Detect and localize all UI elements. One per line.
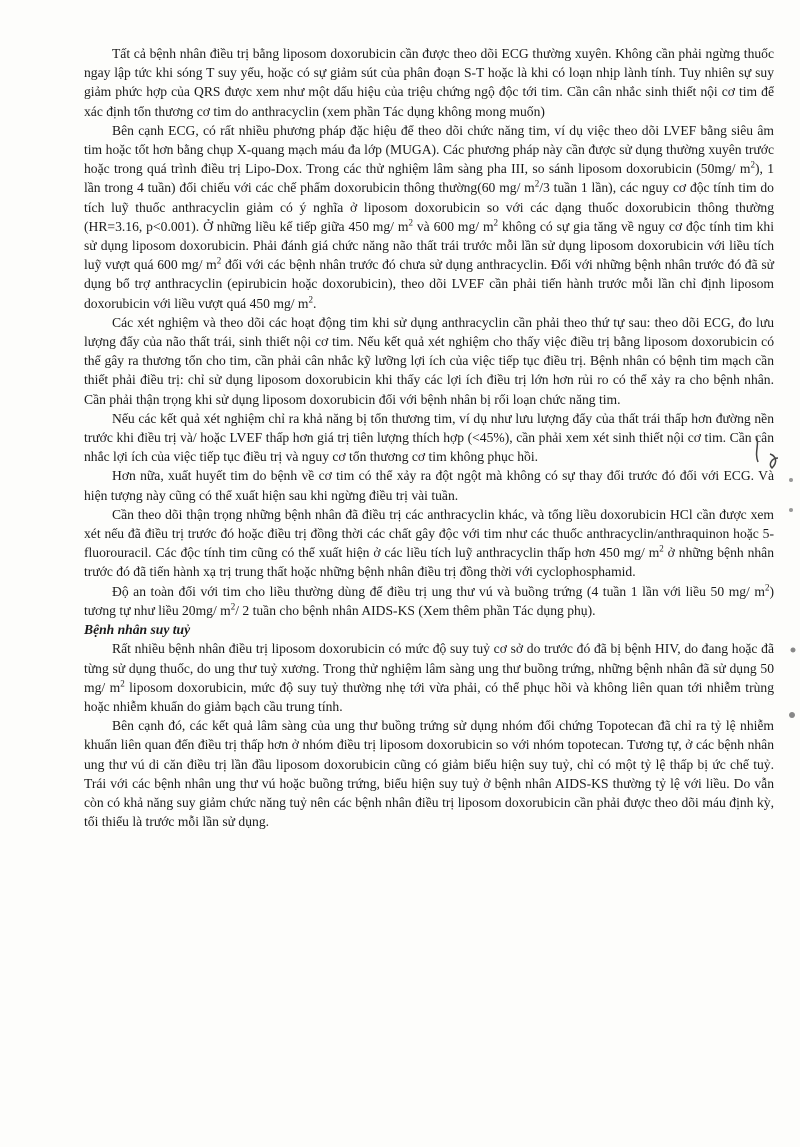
document-page [84, 44, 774, 831]
paragraph-test-order: Các xét nghiệm và theo dõi các hoạt động tim khi sử dụng anthracyclin cần phải theo thứ tự sau: theo dõi ECG, đo lưu lượng đẩy của não thất trái, sinh thiết nội cơ tim. Nếu kết quả xét nghiệm cho thấy việc điều trị bằng liposom doxorubicin có thể gây ra thương tổn cho tim, cần phải cân nhắc kỹ lưỡng lợi ích của việc tiếp tục điều trị. Bệnh nhân có bệnh tim mạch cần thiết phải điều trị: chỉ sử dụng liposom doxorubicin khi thấy các lợi ích điều trị lớn hơn rủi ro có thể xảy ra cho bệnh nhân. Cần phải thận trọng khi sử dụng liposom doxorubicin đối với bệnh nhân bị rối loạn chức năng tim. [84, 314, 774, 407]
paragraph-other-anthracyclines: Cần theo dõi thận trọng những bệnh nhân đã điều trị các anthracyclin khác, và tổng liều doxorubicin HCl cần được xem xét nếu đã điều trị trước đó hoặc điều trị đồng thời các chất gây độc với tim như các thuốc anthracyclin/anthraquinon hoặc 5-fluorouracil. Các độc tính tim cũng có thể xuất hiện ở các liều tích luỹ anthracyclin thấp hơn 450 mg/ $m^2$ ở những bệnh nhân trước đó đã tiến hành xạ trị trung thất hoặc những bệnh nhân điều trị đồng thời với cyclophosphamid. [84, 506, 774, 580]
paragraph-ecg-monitoring: Tất cả bệnh nhân điều trị bằng liposom doxorubicin cần được theo dõi ECG thường xuyên. Không cần phải ngừng thuốc ngay lập tức khi sóng T suy yếu, hoặc có sự giảm sút của phân đoạn S-T hoặc là khi có loạn nhịp lành tính. Tuy nhiên sự suy giảm phức hợp của QRS được xem như một dấu hiệu của triệu chứng ngộ độc tới tim. Cần cân nhắc sinh thiết nội cơ tim để xác định tổn thương cơ tim do anthracyclin (xem phần Tác dụng không mong muốn) [84, 46, 774, 119]
paragraph-myelosuppression: Rất nhiều bệnh nhân điều trị liposom doxorubicin có mức độ suy tuỷ cơ sở do trước đó đã bị bệnh HIV, do đang hoặc đã từng sử dụng thuốc, do ung thư tuỷ xương. Trong thử nghiệm lâm sàng ung thư buồng trứng, những bệnh nhân đã sử dụng 50 mg/ $m^2$ liposom doxorubicin, mức độ suy tuỷ thường nhẹ tới vừa phải, có thể phục hồi và không liên quan tới nhiễm trùng hoặc nhiễm khuẩn do giảm bạch cầu trung tính. [84, 641, 774, 714]
section-heading: Bệnh nhân suy tuỷ [84, 622, 191, 638]
paragraph-biopsy: Nếu các kết quả xét nghiệm chỉ ra khả năng bị tổn thương tim, ví dụ như lưu lượng đẩy của thất trái thấp hơn đường nền trước khi điều trị và/ hoặc LVEF thấp hơn giá trị tiên lượng thích hợp (<45%), cần phải xem xét sinh thiết nội cơ tim. Cần cân nhắc lợi ích của việc tiếp tục điều trị và nguy cơ tổn thương cơ tim không phục hồi. [84, 410, 774, 465]
handwritten-margin-mark [750, 432, 784, 472]
paragraph-infection-rates: Bên cạnh đó, các kết quả lâm sàng của ung thư buồng trứng sử dụng nhóm đối chứng Topotecan đã chỉ ra tỷ lệ nhiễm khuẩn liên quan đến điều trị thấp hơn ở nhóm điều trị liposom doxorubicin so với nhóm topotecan. Tương tự, ở các bệnh nhân ung thư vú di căn điều trị lần đầu liposom doxorubicin cũng có giảm biểu hiện suy tuỷ, chỉ có một tỷ lệ thấp bị ức chế tuỷ. Trái với các bệnh nhân ung thư vú hoặc buồng trứng, biểu hiện suy tuỷ ở bệnh nhân AIDS-KS thường tỷ lệ với liều. Do vẫn còn có khả năng suy giảm chức năng tuỷ nên các bệnh nhân điều trị liposom doxorubicin cần phải được theo dõi máu định kỳ, tối thiểu là trước mỗi lần sử dụng. [84, 718, 774, 830]
paragraph-cardiac-safety: Độ an toàn đối với tim cho liều thường dùng để điều trị ung thư vú và buồng trứng (4 tuần 1 lần với liều 50 mg/ $m^2$) tương tự như liều 20mg/ $m^2/$ 2 tuần cho bệnh nhân AIDS-KS (Xem thêm phần Tác dụng phụ). [84, 582, 774, 618]
paragraph-hemorrhage: Hơn nữa, xuất huyết tim do bệnh về cơ tim có thể xảy ra đột ngột mà không có sự thay đổi trước đó đối với ECG. Và hiện tượng này cũng có thể xuất hiện sau khi ngừng điều trị vài tuần. [84, 468, 774, 503]
scan-edge-mark [784, 470, 798, 730]
paragraph-lvef-methods: Bên cạnh ECG, có rất nhiều phương pháp đặc hiệu để theo dõi chức năng tim, ví dụ việc theo dõi LVEF bằng siêu âm tim hoặc tốt hơn bằng chụp X-quang mạch máu đa lớp (MUGA). Các phương pháp này cần được sử dụng thường xuyên trước hoặc trong quá trình điều trị Lipo-Dox. Trong các thử nghiệm lâm sàng pha III, so sánh liposom doxorubicin (50mg/ $m^2$), 1 lần trong 4 tuần) đối chiếu với các chế phẩm doxorubicin thông thường(60 mg/ $m^2/3$ tuần 1 lần), các nguy cơ độc tính tim do tích luỹ thuốc anthracyclin giảm có ý nghĩa ở liposom doxorubicin so với các dạng thuốc doxorubicin thông thường (HR=3.16, p<0.001). Ở những liều kế tiếp giữa 450 mg/ $m^2$ và 600 mg/ $m^2$ không có sự gia tăng về nguy cơ độc tính tim khi sử dụng liposom doxorubicin. Phải đánh giá chức năng não thất trái trước mỗi lần sử dụng liposom doxorubicin với liều tích luỹ vượt quá 600 mg/ $m^2$ đối với các bệnh nhân trước đó chưa sử dụng anthracyclin. Đối với những bệnh nhân trước đó đã sử dụng bổ trợ anthracyclin (epirubicin hoặc doxorubicin), theo dõi LVEF cần phải tiến hành trước mỗi lần chỉ định liposom doxorubicin với liều vượt quá 450 mg/ $m^2$. [84, 122, 775, 311]
